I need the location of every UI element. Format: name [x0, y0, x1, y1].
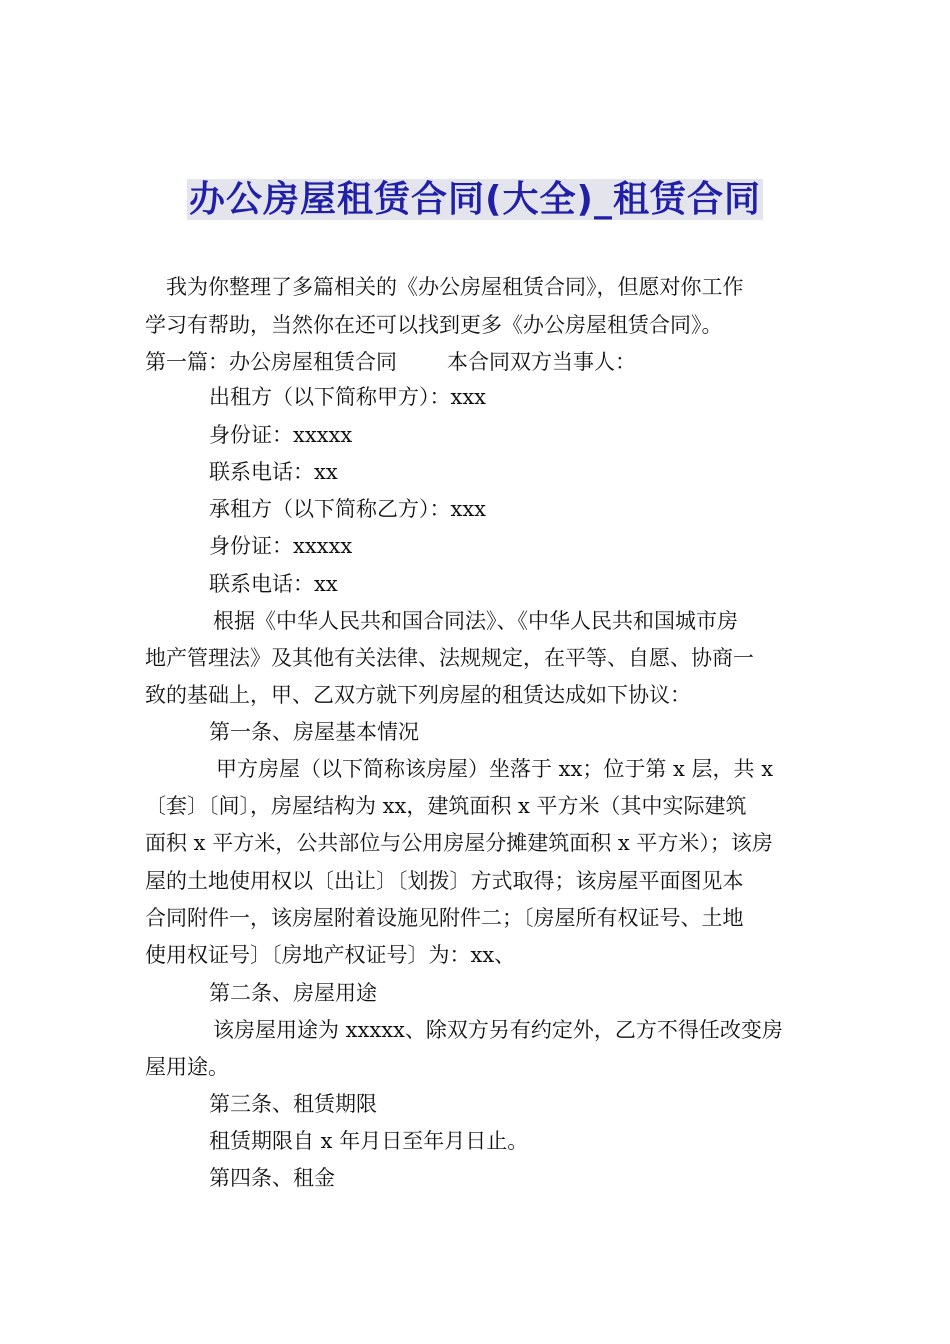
- intro-line-2: 学习有帮助，当然你在还可以找到更多《办公房屋租赁合同》。: [145, 313, 723, 337]
- intro-line-1: 我为你整理了多篇相关的《办公房屋租赁合同》，但愿对你工作: [166, 275, 744, 299]
- article1-line-1: 甲方房屋（以下简称该房屋）坐落于 xx；位于第 x 层，共 x: [216, 757, 774, 781]
- lessor-id-line: 身份证：xxxxx: [209, 423, 353, 447]
- article3-line-1: 租赁期限自 x 年月日至年月日止。: [209, 1129, 529, 1153]
- lessee-line: 承租方（以下简称乙方）：xxx: [209, 497, 487, 521]
- document-title-text: 办公房屋租赁合同(大全)_租赁合同: [189, 179, 761, 220]
- article1-line-6: 使用权证号〕〔房地产权证号〕为：xx、: [145, 943, 516, 967]
- document-title: [0, 176, 950, 224]
- lessor-line: 出租方（以下简称甲方）：xxx: [209, 385, 487, 409]
- preamble-line-3: 致的基础上，甲、乙双方就下列房屋的租赁达成如下协议：: [145, 683, 691, 707]
- parties-heading: 本合同双方当事人：: [447, 350, 636, 374]
- section-heading-line: [145, 347, 636, 377]
- preamble-line-2: 地产管理法》及其他有关法律、法规规定，在平等、自愿、协商一: [145, 646, 754, 670]
- lessee-id-line: 身份证：xxxxx: [209, 534, 353, 558]
- article1-line-2: 〔套〕〔间〕，房屋结构为 xx，建筑面积 x 平方米（其中实际建筑: [145, 794, 747, 818]
- article2-heading: 第二条、房屋用途: [209, 981, 377, 1005]
- lessor-phone-line: 联系电话：xx: [209, 460, 338, 484]
- article1-line-4: 屋的土地使用权以〔出让〕〔划拨〕方式取得；该房屋平面图见本: [145, 869, 744, 893]
- article1-line-5: 合同附件一，该房屋附着设施见附件二；〔房屋所有权证号、土地: [145, 906, 744, 930]
- article4-heading: 第四条、租金: [209, 1166, 335, 1190]
- lessee-phone-line: 联系电话：xx: [209, 572, 338, 596]
- article2-line-1: 该房屋用途为 xxxxx、除双方另有约定外，乙方不得任改变房: [213, 1018, 783, 1042]
- article1-line-3: 面积 x 平方米，公共部位与公用房屋分摊建筑面积 x 平方米）；该房: [145, 831, 773, 855]
- article2-line-2: 屋用途。: [145, 1055, 229, 1079]
- section-heading: 第一篇：办公房屋租赁合同: [145, 350, 397, 374]
- article3-heading: 第三条、租赁期限: [209, 1092, 377, 1116]
- article1-heading: 第一条、房屋基本情况: [209, 720, 419, 744]
- preamble-line-1: 根据《中华人民共和国合同法》、《中华人民共和国城市房: [213, 609, 738, 633]
